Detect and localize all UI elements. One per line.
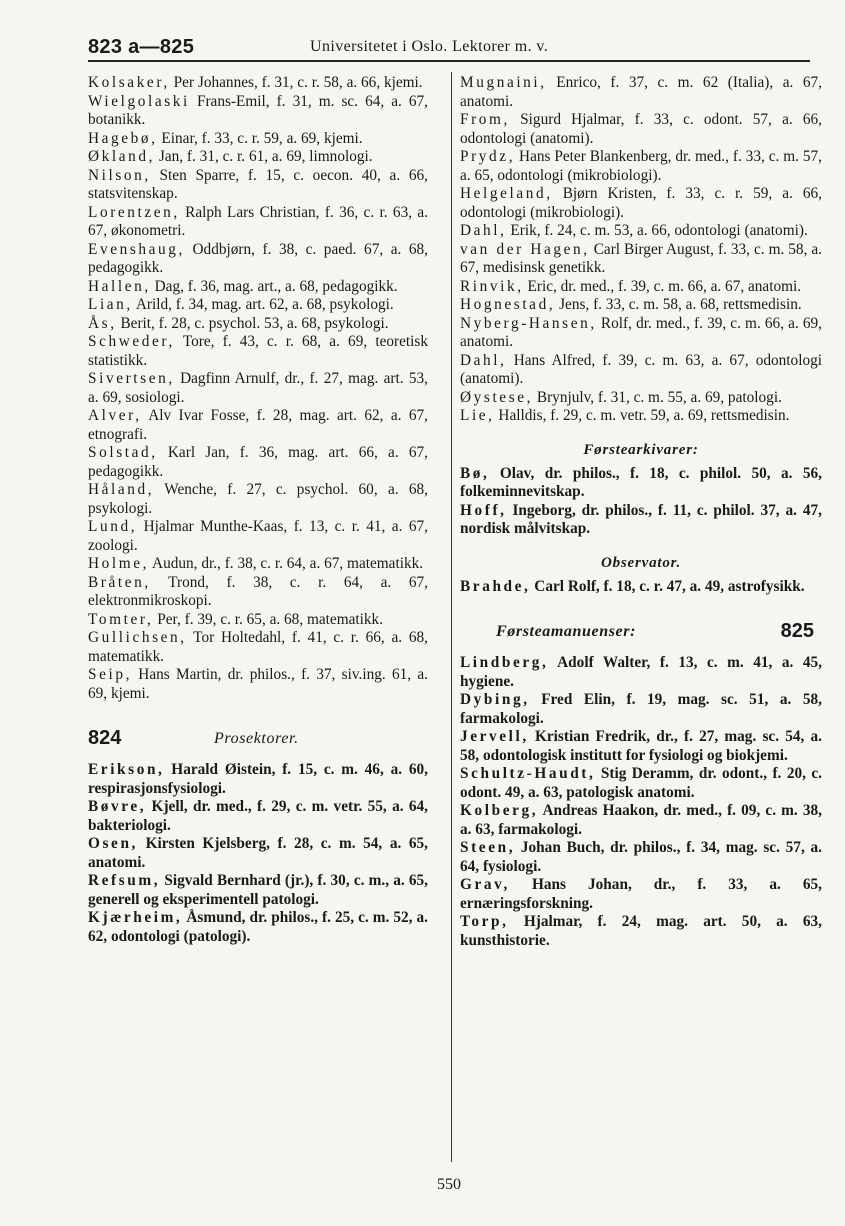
entry-name: Ås, <box>88 314 117 332</box>
list-item <box>460 578 822 597</box>
list-item <box>88 835 428 872</box>
entry-name: Nyberg-Hansen, <box>460 314 597 332</box>
entry-name: Erikson, <box>88 761 165 778</box>
entry-details: Jens, f. 33, c. m. 58, a. 68, rettsmedisin. <box>555 296 802 313</box>
list-item <box>88 444 428 481</box>
entry-name: Kolberg, <box>460 802 539 819</box>
section-825-heading <box>460 620 822 644</box>
entry-details: Dag, f. 36, mag. art., a. 68, pedagogikk. <box>150 277 398 295</box>
list-item <box>460 148 822 185</box>
entry-name: Solstad, <box>88 444 158 461</box>
entry-name: Hoff, <box>460 501 507 519</box>
entry-details: Sigvald Bernhard (jr.), f. 30, c. m., a. 65, generell og eksperimentell patologi. <box>88 872 428 908</box>
entry-name: Gullichsen, <box>88 629 187 646</box>
list-item <box>460 407 822 426</box>
entry-name: Steen, <box>460 839 516 856</box>
list-item <box>88 241 428 278</box>
entry-details: Hans Peter Blankenberg, dr. med., f. 33, c. m. 57, a. 65, odontologi (mikrobiologi). <box>460 148 822 184</box>
entry-details: Erik, f. 24, c. m. 53, a. 66, odontologi (anatomi). <box>506 222 808 239</box>
section-title: Førsteamanuenser: <box>496 623 636 640</box>
list-item <box>460 389 822 408</box>
entry-details: Per Johannes, f. 31, c. r. 58, a. 66, kjemi. <box>169 74 423 91</box>
entry-name: Lie, <box>460 407 495 424</box>
list-item <box>88 167 428 204</box>
list-item <box>88 333 428 370</box>
entry-name: Schweder, <box>88 333 175 350</box>
section-824-heading <box>88 727 428 751</box>
list-item <box>460 111 822 148</box>
entry-details: Enrico, f. 37, c. m. 62 (Italia), a. 67, anatomi. <box>460 74 822 110</box>
entry-name: Håland, <box>88 481 155 498</box>
running-title: Universitetet i Oslo. Lektorer m. v. <box>310 38 549 55</box>
entry-details: Audun, dr., f. 38, c. r. 64, a. 67, matematikk. <box>149 555 424 572</box>
list-item <box>88 130 428 149</box>
entry-details: Brynjulv, f. 31, c. m. 55, a. 69, patologi. <box>533 388 782 406</box>
list-item <box>460 222 822 241</box>
entry-details: Frans-Emil, f. 31, m. sc. 64, a. 67, botanikk. <box>88 92 428 128</box>
list-item <box>88 204 428 241</box>
entry-name: Mugnaini, <box>460 74 547 91</box>
forstearkivarer-heading: Førstearkivarer: <box>583 441 699 458</box>
entry-name: Lund, <box>88 518 138 535</box>
list-item <box>460 728 822 765</box>
list-item <box>88 798 428 835</box>
entry-details: Halldis, f. 29, c. m. vetr. 59, a. 69, rettsmedisin. <box>494 407 790 424</box>
entry-details: Dagfinn Arnulf, dr., f. 27, mag. art. 53, a. 69, sosiologi. <box>88 370 428 406</box>
list-item <box>460 502 822 539</box>
entry-name: Bøvre, <box>88 798 147 815</box>
entry-details: Olav, dr. philos., f. 18, c. philol. 50, a. 56, folkeminnevitskap. <box>460 464 822 500</box>
list-item <box>460 296 822 315</box>
entry-details: Trond, f. 38, c. r. 64, a. 67, elektronmikroskopi. <box>88 573 428 609</box>
list-item <box>460 315 822 352</box>
list-item <box>460 691 822 728</box>
entry-name: Tomter, <box>88 610 154 628</box>
entry-details: Kirsten Kjelsberg, f. 28, c. m. 54, a. 65, anatomi. <box>88 835 428 871</box>
entry-details: Arild, f. 34, mag. art. 62, a. 68, psykologi. <box>132 296 394 313</box>
list-item <box>460 352 822 389</box>
entry-name: Wielgolaski <box>88 92 190 110</box>
entry-name: Hognestad, <box>460 296 556 313</box>
entry-name: Torp, <box>460 913 509 930</box>
list-item <box>88 872 428 909</box>
entry-name: Evenshaug, <box>88 240 185 258</box>
entry-name: van der Hagen, <box>460 240 590 258</box>
entry-details: Karl Jan, f. 36, mag. art. 66, a. 67, pedagogikk. <box>88 444 428 480</box>
entry-name: Schultz-Haudt, <box>460 765 596 782</box>
entry-details: Carl Rolf, f. 18, c. r. 47, a. 49, astrofysikk. <box>530 577 805 595</box>
list-item <box>88 611 428 630</box>
list-item <box>88 315 428 334</box>
left-column <box>88 74 428 946</box>
entry-details: Rolf, dr. med., f. 39, c. m. 66, a. 69, anatomi. <box>460 314 822 350</box>
list-item <box>460 241 822 278</box>
list-item <box>88 93 428 130</box>
entry-name: Jervell, <box>460 728 529 745</box>
entry-details: Kjell, dr. med., f. 29, c. m. vetr. 55, a. 64, bakteriologi. <box>88 798 428 834</box>
entry-name: Helgeland, <box>460 185 553 202</box>
entry-name: Prydz, <box>460 148 516 165</box>
entry-details: Ralph Lars Christian, f. 36, c. r. 63, a. 67, økonometri. <box>88 203 428 239</box>
entry-details: Andreas Haakon, dr. med., f. 09, c. m. 38, a. 63, farmakologi. <box>460 802 822 838</box>
section-range: 823 a—825 <box>88 36 195 58</box>
column-divider <box>451 72 452 1162</box>
entry-details: Hans Alfred, f. 39, c. m. 63, a. 67, odontologi (anatomi). <box>460 351 822 387</box>
entry-details: Fred Elin, f. 19, mag. sc. 51, a. 58, farmakologi. <box>460 691 822 727</box>
header-rule <box>88 60 810 62</box>
entry-details: Per, f. 39, c. r. 65, a. 68, matematikk. <box>153 610 384 628</box>
entry-details: Hjalmar Munthe-Kaas, f. 13, c. r. 41, a. 67, zoologi. <box>88 518 428 554</box>
observator-list <box>460 578 822 597</box>
entry-list <box>460 74 822 426</box>
list-item <box>88 518 428 555</box>
entry-details: Johan Buch, dr. philos., f. 34, mag. sc. 57, a. 64, fysiologi. <box>460 839 822 875</box>
entry-name: Refsum, <box>88 872 161 889</box>
entry-name: Økland, <box>88 148 156 165</box>
entry-name: From, <box>460 111 510 128</box>
forsteamanuenser-list <box>460 654 822 950</box>
entry-details: Eric, dr. med., f. 39, c. m. 66, a. 67, anatomi. <box>523 277 802 295</box>
entry-name: Kolsaker, <box>88 74 170 91</box>
entry-details: Einar, f. 33, c. r. 59, a. 69, kjemi. <box>157 129 363 147</box>
forstearkivarer-list <box>460 465 822 539</box>
entry-name: Lian, <box>88 296 133 313</box>
list-item <box>460 765 822 802</box>
entry-details: Sten Sparre, f. 15, c. oecon. 40, a. 66, statsvitenskap. <box>88 166 428 202</box>
entry-details: Åsmund, dr. philos., f. 25, c. m. 52, a. 62, odontologi (patologi). <box>88 909 428 945</box>
entry-details: Bjørn Kristen, f. 33, c. r. 59, a. 66, odontologi (mikrobiologi). <box>460 185 822 221</box>
entry-details: Hans Martin, dr. philos., f. 37, siv.ing. 61, a. 69, kjemi. <box>88 666 428 702</box>
entry-details: Hjalmar, f. 24, mag. art. 50, a. 63, kunsthistorie. <box>460 913 822 949</box>
entry-name: Kjærheim, <box>88 909 183 926</box>
entry-details: Tor Holtedahl, f. 41, c. r. 66, a. 68, matematikk. <box>88 629 428 665</box>
entry-name: Bø, <box>460 464 490 482</box>
entry-details: Sigurd Hjalmar, f. 33, c. odont. 57, a. 66, odontologi (anatomi). <box>460 111 822 147</box>
entry-name: Nilson, <box>88 166 151 184</box>
list-item <box>88 909 428 946</box>
list-item <box>88 407 428 444</box>
entry-name: Lindberg, <box>460 654 549 671</box>
list-item <box>88 555 428 574</box>
entry-name: Seip, <box>88 666 133 683</box>
list-item <box>460 876 822 913</box>
list-item <box>460 74 822 111</box>
entry-details: Kristian Fredrik, dr., f. 27, mag. sc. 54, a. 58, odontologisk institutt for fysiologi og biokjemi. <box>460 728 822 764</box>
entry-details: Alv Ivar Fosse, f. 28, mag. art. 62, a. 67, etnografi. <box>88 407 428 443</box>
entry-name: Alver, <box>88 407 142 424</box>
page-number: 550 <box>437 1176 461 1193</box>
list-item <box>88 296 428 315</box>
entry-name: Sivertsen, <box>88 370 175 387</box>
entry-details: Adolf Walter, f. 13, c. m. 41, a. 45, hygiene. <box>460 654 822 690</box>
list-item <box>88 666 428 703</box>
entry-name: Hallen, <box>88 277 151 295</box>
entry-details: Oddbjørn, f. 38, c. paed. 67, a. 68, pedagogikk. <box>88 240 428 276</box>
entry-name: Holme, <box>88 555 150 572</box>
list-item <box>88 370 428 407</box>
entry-details: Carl Birger August, f. 33, c. m. 58, a. 67, medisinsk genetikk. <box>460 240 822 276</box>
list-item <box>88 574 428 611</box>
section-number: 825 <box>780 620 814 642</box>
observator-heading: Observator. <box>600 554 682 571</box>
list-item <box>460 465 822 502</box>
list-item <box>460 839 822 876</box>
prosektorer-list <box>88 761 428 946</box>
entry-details: Tore, f. 43, c. r. 68, a. 69, teoretisk statistikk. <box>88 333 428 369</box>
list-item <box>88 629 428 666</box>
entry-name: Lorentzen, <box>88 203 180 221</box>
page-header <box>88 36 810 64</box>
section-number: 824 <box>88 727 122 749</box>
list-item <box>460 802 822 839</box>
right-column <box>460 74 822 950</box>
list-item <box>88 74 428 93</box>
list-item <box>88 761 428 798</box>
entry-name: Dybing, <box>460 691 530 708</box>
entry-name: Rinvik, <box>460 277 524 295</box>
entry-list <box>88 74 428 703</box>
list-item <box>460 185 822 222</box>
list-item <box>88 148 428 167</box>
entry-details: Wenche, f. 27, c. psychol. 60, a. 68, psykologi. <box>88 481 428 517</box>
entry-details: Ingeborg, dr. philos., f. 11, c. philol. 37, a. 47, nordisk målvitskap. <box>460 501 822 537</box>
entry-name: Dahl, <box>460 351 507 369</box>
entry-details: Berit, f. 28, c. psychol. 53, a. 68, psykologi. <box>116 314 389 332</box>
entry-name: Øystese, <box>460 388 534 406</box>
entry-name: Hagebø, <box>88 129 158 147</box>
entry-details: Hans Johan, dr., f. 33, a. 65, ernæringsforskning. <box>460 876 822 912</box>
entry-details: Stig Deramm, dr. odont., f. 20, c. odont. 49, a. 63, patologisk anatomi. <box>460 765 822 801</box>
list-item <box>460 913 822 950</box>
section-title: Prosektorer. <box>214 730 299 747</box>
list-item <box>460 654 822 691</box>
entry-name: Bråten, <box>88 573 151 591</box>
entry-details: Harald Øistein, f. 15, c. m. 46, a. 60, respirasjonsfysiologi. <box>88 761 428 797</box>
list-item <box>460 278 822 297</box>
list-item <box>88 481 428 518</box>
entry-name: Grav, <box>460 876 510 893</box>
entry-details: Jan, f. 31, c. r. 61, a. 69, limnologi. <box>155 148 373 165</box>
entry-name: Brahde, <box>460 577 531 595</box>
entry-name: Osen, <box>88 835 138 852</box>
entry-name: Dahl, <box>460 222 507 239</box>
list-item <box>88 278 428 297</box>
